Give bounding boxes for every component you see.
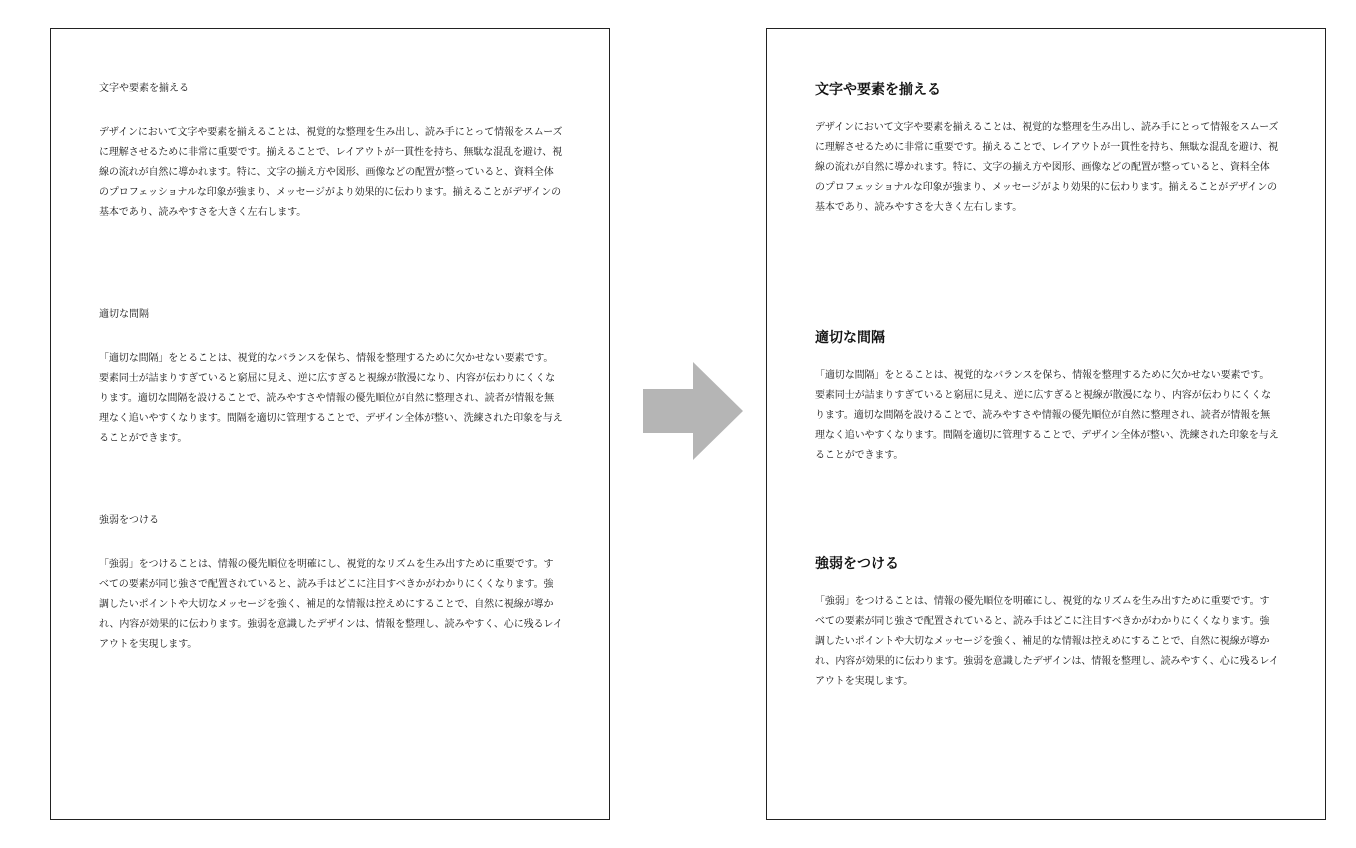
section-heading: 適切な間隔 — [815, 330, 885, 346]
section-contrast — [99, 514, 563, 655]
section-body: デザインにおいて文字や要素を揃えることは、視覚的な整理を生み出し、読み手にとって情報をスムーズに理解させるために非常に重要です。揃えることで、レイアウトが一貫性を持ち、無駄な混乱を避け、視線の流れが自然に導かれます。特に、文字の揃え方や図形、画像などの配置が整っていると、資料全体のプロフェッショナルな印象が強まり、メッセージがより効果的に伝わります。揃えることがデザインの基本であり、読みやすさを大きく左右します。 — [815, 122, 1279, 213]
section-body: 「適切な間隔」をとることは、視覚的なバランスを保ち、情報を整理するために欠かせない要素です。要素同士が詰まりすぎていると窮屈に見え、逆に広すぎると視線が散漫になり、内容が伝わりにくくなります。適切な間隔を設けることで、読みやすさや情報の優先順位が自然に整理され、読者が情報を無理なく追いやすくなります。間隔を適切に管理することで、デザイン全体が整い、洗練された印象を与えることができます。 — [99, 353, 563, 444]
section-alignment — [815, 81, 1279, 218]
section-body: デザインにおいて文字や要素を揃えることは、視覚的な整理を生み出し、読み手にとって情報をスムーズに理解させるために非常に重要です。揃えることで、レイアウトが一貫性を持ち、無駄な混乱を避け、視線の流れが自然に導かれます。特に、文字の揃え方や図形、画像などの配置が整っていると、資料全体のプロフェッショナルな印象が強まり、メッセージがより効果的に伝わります。揃えることがデザインの基本であり、読みやすさを大きく左右します。 — [99, 127, 563, 218]
section-contrast — [815, 555, 1279, 692]
section-heading: 文字や要素を揃える — [99, 83, 189, 94]
section-body: 「適切な間隔」をとることは、視覚的なバランスを保ち、情報を整理するために欠かせない要素です。要素同士が詰まりすぎていると窮屈に見え、逆に広すぎると視線が散漫になり、内容が伝わりにくくなります。適切な間隔を設けることで、読みやすさや情報の優先順位が自然に整理され、読者が情報を無理なく追いやすくなります。間隔を適切に管理することで、デザイン全体が整い、洗練された印象を与えることができます。 — [815, 370, 1279, 461]
page-before — [50, 28, 610, 820]
section-spacing — [815, 329, 1279, 466]
page-after — [766, 28, 1326, 820]
section-heading: 文字や要素を揃える — [815, 82, 941, 98]
section-body: 「強弱」をつけることは、情報の優先順位を明確にし、視覚的なリズムを生み出すために重要です。すべての要素が同じ強さで配置されていると、読み手はどこに注目すべきかがわかりにくくなります。強調したいポイントや大切なメッセージを強く、補足的な情報は控えめにすることで、自然に視線が導かれ、内容が効果的に伝わります。強弱を意識したデザインは、情報を整理し、読みやすく、心に残るレイアウトを実現します。 — [815, 596, 1279, 687]
section-spacing — [99, 308, 563, 449]
arrow-shape — [643, 362, 743, 460]
section-alignment — [99, 82, 563, 223]
section-heading: 強弱をつける — [99, 515, 159, 526]
right-arrow-icon — [643, 362, 743, 460]
section-heading: 強弱をつける — [815, 556, 899, 572]
section-body: 「強弱」をつけることは、情報の優先順位を明確にし、視覚的なリズムを生み出すために重要です。すべての要素が同じ強さで配置されていると、読み手はどこに注目すべきかがわかりにくくなります。強調したいポイントや大切なメッセージを強く、補足的な情報は控えめにすることで、自然に視線が導かれ、内容が効果的に伝わります。強弱を意識したデザインは、情報を整理し、読みやすく、心に残るレイアウトを実現します。 — [99, 559, 563, 650]
section-heading: 適切な間隔 — [99, 309, 149, 320]
